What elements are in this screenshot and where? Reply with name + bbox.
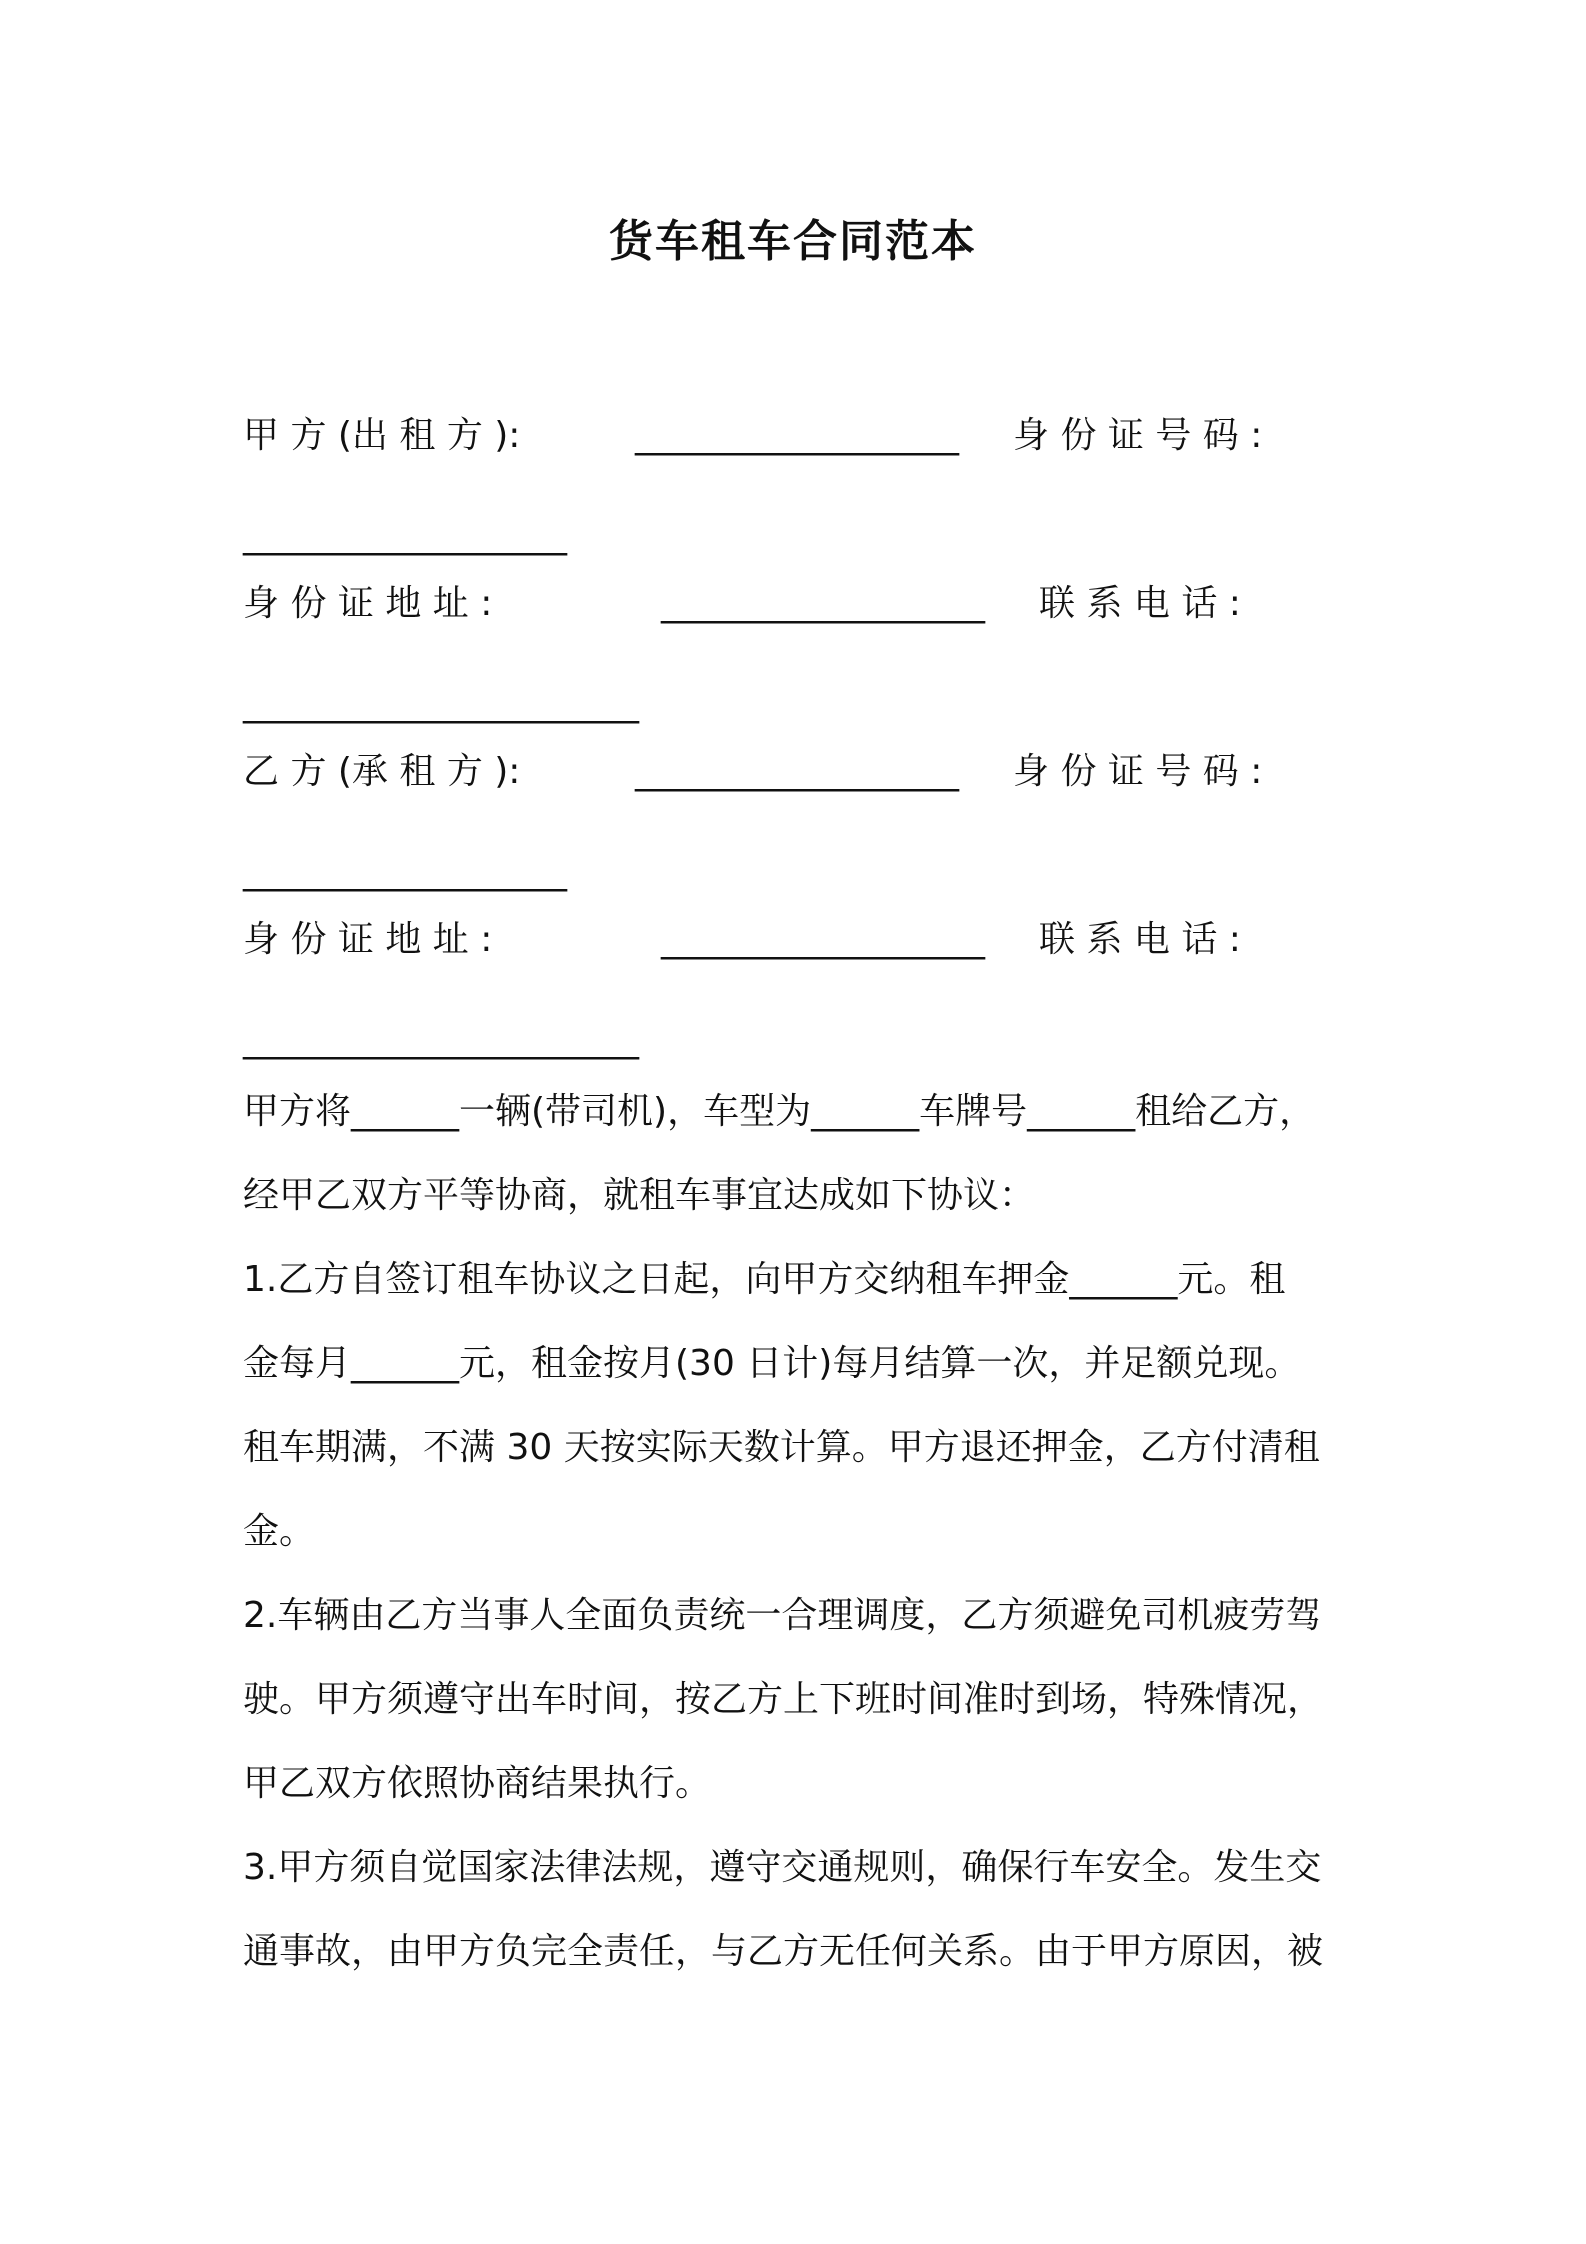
party-a-address-blank: __________________ [661, 583, 985, 624]
body-line: 经甲乙双方平等协商，就租车事宜达成如下协议： [243, 1175, 1036, 1216]
party-a-row [243, 408, 1343, 464]
body-line: 2.车辆由乙方当事人全面负责统一合理调度，乙方须避免司机疲劳驾 [243, 1595, 1322, 1636]
body-line: 1.乙方自签订租车协议之日起，向甲方交纳租车押金______元。租 [243, 1259, 1286, 1300]
party-b-address-blank: __________________ [661, 919, 985, 960]
party-a-phone-blank: ______________________ [243, 683, 639, 724]
party-b-address-row [243, 912, 1343, 968]
party-b-name-blank: __________________ [635, 751, 959, 792]
party-b-label: 乙 方 (承 租 方 ): [243, 751, 521, 792]
body-line: 租车期满，不满 30 天按实际天数计算。甲方退还押金，乙方付清租 [243, 1427, 1320, 1468]
party-a-address-label: 身 份 证 地 址 : [243, 583, 493, 624]
body-line: 金。 [243, 1511, 316, 1552]
document-title: 货车租车合同范本 [609, 216, 977, 267]
party-a-name-blank: __________________ [635, 415, 959, 456]
party-a-id-blank: __________________ [243, 515, 567, 556]
party-b-id-label: 身 份 证 号 码 : [1013, 751, 1263, 792]
party-a-phone-label: 联 系 电 话 : [1039, 583, 1241, 624]
party-b-phone-label: 联 系 电 话 : [1039, 919, 1241, 960]
body-line: 3.甲方须自觉国家法律法规，遵守交通规则，确保行车安全。发生交 [243, 1847, 1322, 1888]
party-b-id-blank: __________________ [243, 851, 567, 892]
body-line: 通事故，由甲方负完全责任，与乙方无任何关系。由于甲方原因，被 [243, 1931, 1324, 1972]
body-line: 甲乙双方依照协商结果执行。 [243, 1763, 712, 1804]
party-a-id-label: 身 份 证 号 码 : [1013, 415, 1263, 456]
body-line: 驶。甲方须遵守出车时间，按乙方上下班时间准时到场，特殊情况， [243, 1679, 1324, 1720]
party-b-row [243, 744, 1343, 800]
party-a-address-row [243, 576, 1343, 632]
body-line: 甲方将______一辆(带司机)，车型为______车牌号______租给乙方， [243, 1091, 1316, 1132]
body-line: 金每月______元，租金按月(30 日计)每月结算一次，并足额兑现。 [243, 1343, 1301, 1384]
party-b-address-label: 身 份 证 地 址 : [243, 919, 493, 960]
party-a-label: 甲 方 (出 租 方 ): [243, 415, 521, 456]
party-b-phone-blank: ______________________ [243, 1019, 639, 1060]
